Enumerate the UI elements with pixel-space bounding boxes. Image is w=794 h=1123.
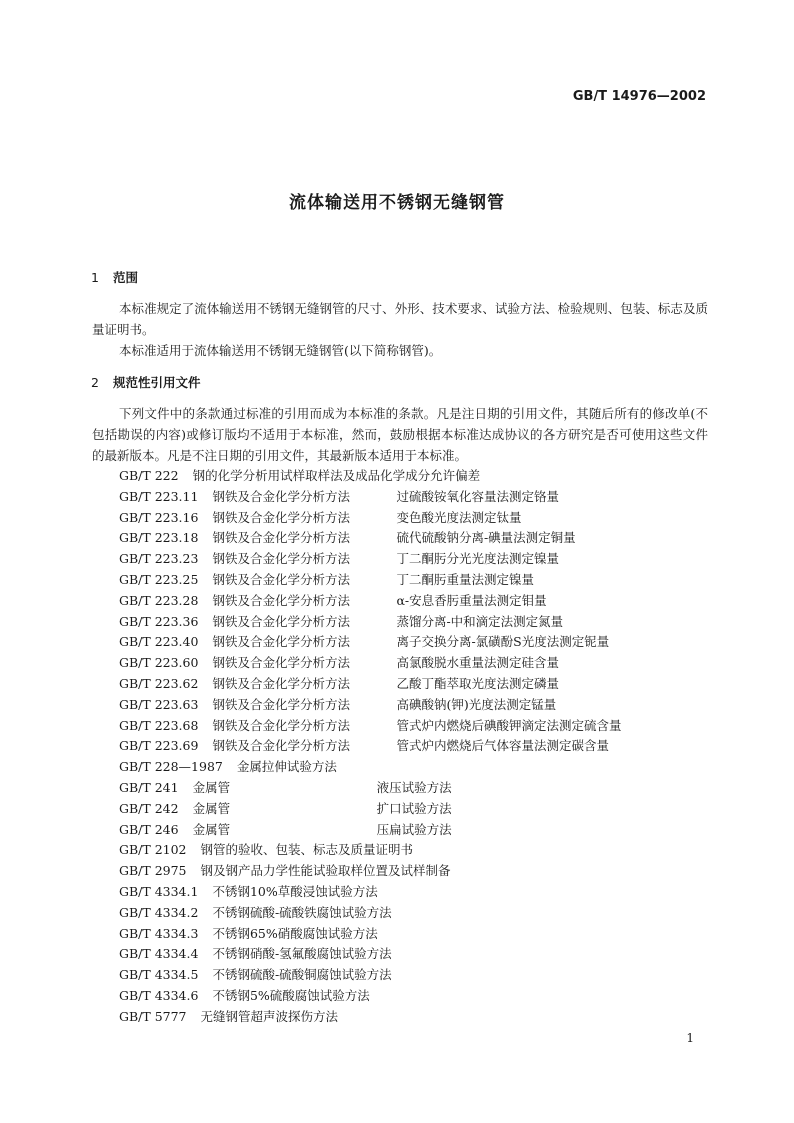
reference-item: [119, 466, 621, 487]
reference-title: 金属管: [192, 779, 231, 795]
reference-method: 扩口试验方法: [376, 800, 452, 816]
reference-item: [119, 986, 621, 1007]
reference-title: 金属管: [192, 821, 231, 837]
reference-title: 钢铁及合金化学分析方法: [212, 551, 350, 567]
reference-title: 钢管的验收、包装、标志及质量证明书: [200, 842, 414, 858]
reference-title: 钢铁及合金化学分析方法: [212, 634, 350, 650]
reference-code: GB/T 223.40: [119, 634, 199, 650]
reference-code: GB/T 228—1987: [119, 759, 223, 775]
reference-code: GB/T 223.60: [119, 655, 199, 671]
reference-title: 金属拉伸试验方法: [236, 759, 337, 775]
reference-method: α-安息香肟重量法测定钼量: [396, 592, 547, 608]
reference-code: GB/T 4334.5: [119, 967, 199, 983]
reference-title: 不锈钢硝酸-氢氟酸腐蚀试验方法: [212, 946, 392, 962]
reference-code: GB/T 242: [119, 800, 179, 816]
reference-code: GB/T 4334.3: [119, 925, 199, 941]
reference-method: 管式炉内燃烧后碘酸钾滴定法测定硫含量: [396, 717, 622, 733]
reference-code: GB/T 222: [119, 468, 179, 483]
section-heading-scope: [91, 268, 138, 286]
reference-code: GB/T 5777: [119, 1008, 187, 1024]
reference-item: [119, 840, 621, 861]
reference-item: [119, 570, 621, 591]
reference-item: [119, 965, 621, 986]
reference-code: GB/T 4334.2: [119, 904, 199, 920]
reference-item: [119, 903, 621, 924]
reference-title: 钢铁及合金化学分析方法: [212, 655, 350, 671]
reference-method: 乙酸丁酯萃取光度法测定磷量: [396, 675, 559, 691]
reference-title: 钢铁及合金化学分析方法: [212, 738, 350, 754]
reference-method: 高碘酸钠(钾)光度法测定锰量: [396, 696, 557, 712]
reference-code: GB/T 223.18: [119, 530, 199, 546]
reference-item: [119, 882, 621, 903]
page-number: 1: [686, 1031, 694, 1045]
reference-item: [119, 716, 621, 737]
reference-title: 钢铁及合金化学分析方法: [212, 530, 350, 546]
reference-item: [119, 799, 621, 820]
reference-item: [119, 924, 621, 945]
section-title: 规范性引用文件: [113, 375, 201, 390]
reference-code: GB/T 4334.4: [119, 946, 199, 962]
reference-item: [119, 591, 621, 612]
reference-code: GB/T 223.25: [119, 571, 199, 587]
reference-title: 金属管: [192, 800, 231, 816]
reference-method: 变色酸光度法测定钛量: [396, 509, 522, 525]
reference-item: [119, 653, 621, 674]
reference-item: [119, 528, 621, 549]
scope-paragraph: 本标准规定了流体输送用不锈钢无缝钢管的尺寸、外形、技术要求、试验方法、检验规则、包装、标志及质量证明书。: [92, 301, 708, 337]
reference-title: 钢铁及合金化学分析方法: [212, 613, 350, 629]
reference-code: GB/T 223.62: [119, 675, 199, 691]
reference-item: [119, 612, 621, 633]
section-number: 2: [91, 375, 99, 390]
reference-code: GB/T 223.16: [119, 509, 199, 525]
reference-item: [119, 1007, 621, 1028]
reference-title: 钢铁及合金化学分析方法: [212, 592, 350, 608]
reference-item: [119, 487, 621, 508]
reference-method: 液压试验方法: [376, 779, 452, 795]
reference-code: GB/T 2102: [119, 842, 187, 858]
reference-item: [119, 757, 621, 778]
reference-item: [119, 944, 621, 965]
reference-method: 过硫酸铵氧化容量法测定铬量: [396, 488, 559, 504]
reference-title: 钢及钢产品力学性能试验取样位置及试样制备: [200, 863, 451, 879]
reference-item: [119, 778, 621, 799]
reference-title: 不锈钢10%草酸浸蚀试验方法: [212, 883, 378, 899]
section-heading-normative-references: [91, 373, 201, 391]
reference-code: GB/T 246: [119, 821, 179, 837]
reference-item: [119, 549, 621, 570]
reference-title: 钢铁及合金化学分析方法: [212, 717, 350, 733]
reference-title: 钢铁及合金化学分析方法: [212, 696, 350, 712]
standard-code: GB/T 14976—2002: [572, 89, 706, 104]
reference-title: 钢铁及合金化学分析方法: [212, 675, 350, 691]
reference-item: [119, 508, 621, 529]
reference-code: GB/T 223.28: [119, 592, 199, 608]
reference-method: 硫代硫酸钠分离-碘量法测定铜量: [396, 530, 576, 546]
section-title: 范围: [113, 270, 139, 285]
reference-item: [119, 736, 621, 757]
reference-code: GB/T 241: [119, 779, 179, 795]
reference-code: GB/T 223.23: [119, 551, 199, 567]
reference-method: 丁二酮肟重量法测定镍量: [396, 571, 534, 587]
reference-item: [119, 632, 621, 653]
reference-list: [119, 466, 621, 1028]
reference-title: 钢铁及合金化学分析方法: [212, 509, 350, 525]
reference-code: GB/T 223.36: [119, 613, 199, 629]
reference-code: GB/T 2975: [119, 863, 187, 879]
reference-title: 无缝钢管超声波探伤方法: [200, 1008, 339, 1024]
reference-code: GB/T 223.11: [119, 488, 199, 504]
reference-title: 不锈钢5%硫酸腐蚀试验方法: [212, 987, 370, 1003]
section-number: 1: [91, 270, 99, 285]
reference-title: 钢铁及合金化学分析方法: [212, 571, 350, 587]
references-intro-paragraph: 下列文件中的条款通过标准的引用而成为本标准的条款。凡是注日期的引用文件，其随后所有的修改单(不包括勘误的内容)或修订版均不适用于本标准，然而，鼓励根据本标准达成协议的各方研究是否可使用这些文件的最新版本。凡是不注日期的引用文件，其最新版本适用于本标准。: [92, 406, 708, 463]
reference-method: 高氯酸脱水重量法测定硅含量: [396, 655, 559, 671]
reference-item: [119, 820, 621, 841]
reference-code: GB/T 223.68: [119, 717, 199, 733]
document-title: 流体输送用不锈钢无缝钢管: [289, 193, 505, 213]
reference-title: 不锈钢硫酸-硫酸铁腐蚀试验方法: [212, 904, 392, 920]
reference-title: 不锈钢65%硝酸腐蚀试验方法: [212, 925, 378, 941]
reference-item: [119, 674, 621, 695]
reference-method: 丁二酮肟分光光度法测定镍量: [396, 551, 559, 567]
reference-method: 压扁试验方法: [376, 821, 452, 837]
reference-method: 离子交换分离-氯磺酚S光度法测定铌量: [396, 634, 610, 650]
reference-code: GB/T 223.63: [119, 696, 199, 712]
reference-title: 钢铁及合金化学分析方法: [212, 488, 350, 504]
reference-code: GB/T 4334.1: [119, 883, 199, 899]
reference-code: GB/T 223.69: [119, 738, 199, 754]
reference-title: 不锈钢硫酸-硫酸铜腐蚀试验方法: [212, 967, 392, 983]
reference-item: [119, 861, 621, 882]
scope-paragraph: 本标准适用于流体输送用不锈钢无缝钢管(以下简称钢管)。: [119, 343, 442, 358]
reference-title: 钢的化学分析用试样取样法及成品化学成分允许偏差: [192, 468, 481, 483]
reference-code: GB/T 4334.6: [119, 987, 199, 1003]
reference-method: 管式炉内燃烧后气体容量法测定碳含量: [396, 738, 609, 754]
reference-item: [119, 695, 621, 716]
reference-method: 蒸馏分离-中和滴定法测定氮量: [396, 613, 564, 629]
